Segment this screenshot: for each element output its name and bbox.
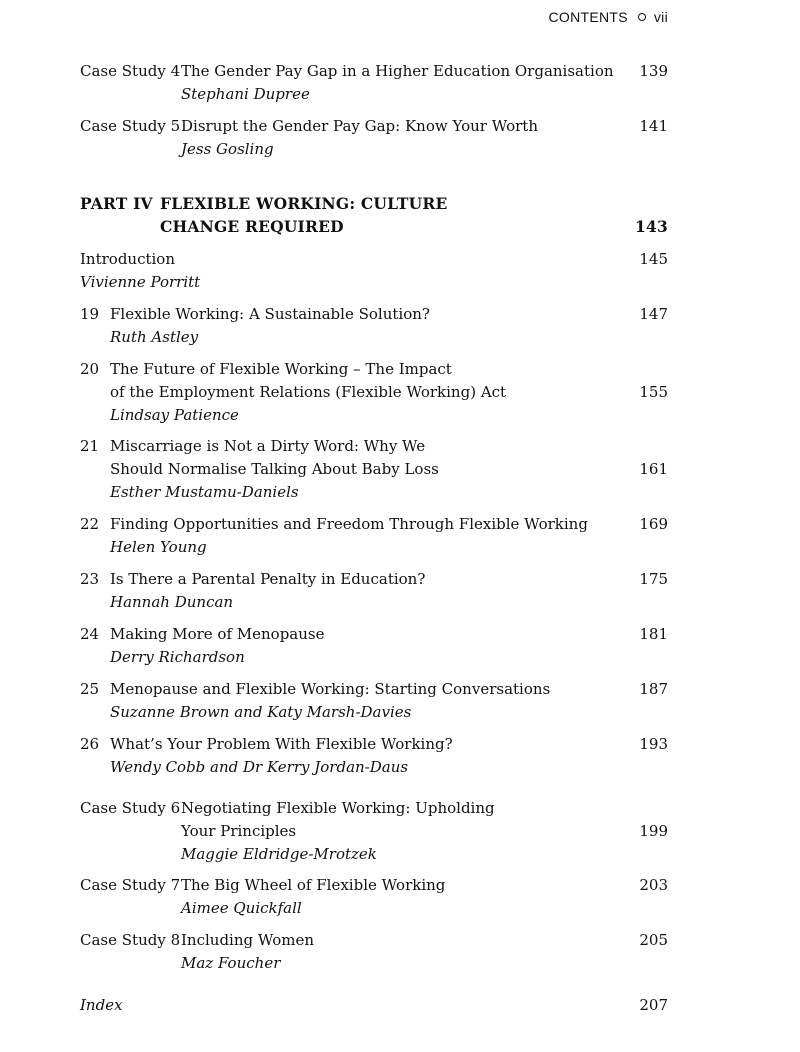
part-title-line1[interactable]: FLEXIBLE WORKING: CULTURE <box>160 194 448 213</box>
header-section: CONTENTS <box>548 9 628 25</box>
intro-author: Vivienne Porritt <box>80 273 201 291</box>
part-page[interactable]: 143 <box>635 217 668 236</box>
chapter-page[interactable]: 155 <box>639 383 668 401</box>
chapter-page[interactable]: 181 <box>639 625 668 643</box>
chapter-page[interactable]: 147 <box>639 305 668 323</box>
case-study-4-label: Case Study 4 <box>80 62 181 80</box>
case-study-4-author: Stephani Dupree <box>181 85 310 103</box>
case-study-4-title[interactable]: The Gender Pay Gap in a Higher Education Organisation <box>181 62 614 80</box>
chapter-title[interactable]: Finding Opportunities and Freedom Through Flexible Working <box>110 515 588 533</box>
case-study-8-page[interactable]: 205 <box>639 931 668 949</box>
chapter-page[interactable]: 187 <box>639 680 668 698</box>
chapter-title[interactable]: Flexible Working: A Sustainable Solution? <box>110 305 430 323</box>
case-study-8-title[interactable]: Including Women <box>181 931 315 949</box>
part-label: PART IV <box>80 194 153 213</box>
case-study-7-title[interactable]: The Big Wheel of Flexible Working <box>181 876 446 894</box>
case-study-5-author: Jess Gosling <box>181 140 274 158</box>
intro-title[interactable]: Introduction <box>80 250 175 268</box>
chapter-title-line2[interactable]: Should Normalise Talking About Baby Loss <box>110 460 439 478</box>
chapter-author: Wendy Cobb and Dr Kerry Jordan-Daus <box>110 758 409 776</box>
case-study-5-title[interactable]: Disrupt the Gender Pay Gap: Know Your Worth <box>181 117 538 135</box>
chapter-number: 19 <box>80 305 100 323</box>
chapter-title[interactable]: What’s Your Problem With Flexible Working? <box>110 735 453 753</box>
chapter-author: Derry Richardson <box>110 648 245 666</box>
chapter-title[interactable]: The Future of Flexible Working – The Impact <box>110 360 452 378</box>
chapter-page[interactable]: 193 <box>639 735 668 753</box>
case-study-8-author: Maz Foucher <box>181 954 281 972</box>
chapter-title[interactable]: Menopause and Flexible Working: Starting Conversations <box>110 680 551 698</box>
case-study-6-title-line2[interactable]: Your Principles <box>181 822 297 840</box>
part-title-line2[interactable]: CHANGE REQUIRED <box>160 217 344 236</box>
chapter-page[interactable]: 161 <box>639 460 668 478</box>
case-study-7-author: Aimee Quickfall <box>181 899 302 917</box>
chapter-number: 24 <box>80 625 100 643</box>
chapter-author: Ruth Astley <box>110 328 199 346</box>
chapter-number: 26 <box>80 735 100 753</box>
running-header <box>548 9 668 25</box>
chapter-number: 22 <box>80 515 100 533</box>
chapter-author: Helen Young <box>110 538 207 556</box>
chapter-title[interactable]: Miscarriage is Not a Dirty Word: Why We <box>110 437 426 455</box>
chapter-page[interactable]: 169 <box>639 515 668 533</box>
case-study-4-page[interactable]: 139 <box>639 62 668 80</box>
case-study-6-title[interactable]: Negotiating Flexible Working: Upholding <box>181 799 495 817</box>
chapter-title-line2[interactable]: of the Employment Relations (Flexible Working) Act <box>110 383 507 401</box>
index-page[interactable]: 207 <box>639 996 668 1014</box>
chapter-title[interactable]: Making More of Menopause <box>110 625 325 643</box>
chapter-number: 23 <box>80 570 100 588</box>
index-title[interactable]: Index <box>80 996 123 1014</box>
case-study-7-label: Case Study 7 <box>80 876 181 894</box>
chapter-author: Suzanne Brown and Katy Marsh-Davies <box>110 703 412 721</box>
case-study-6-author: Maggie Eldridge-Mrotzek <box>181 845 377 863</box>
header-page-number: vii <box>653 9 668 25</box>
chapter-number: 21 <box>80 437 100 455</box>
chapter-number: 20 <box>80 360 100 378</box>
chapter-author: Hannah Duncan <box>110 593 234 611</box>
intro-page[interactable]: 145 <box>639 250 668 268</box>
case-study-6-label: Case Study 6 <box>80 799 181 817</box>
case-study-5-page[interactable]: 141 <box>639 117 668 135</box>
chapter-author: Esther Mustamu-Daniels <box>110 483 299 501</box>
chapter-title[interactable]: Is There a Parental Penalty in Education? <box>110 570 426 588</box>
case-study-8-label: Case Study 8 <box>80 931 181 949</box>
case-study-5-label: Case Study 5 <box>80 117 181 135</box>
chapter-author: Lindsay Patience <box>110 406 239 424</box>
chapter-number: 25 <box>80 680 100 698</box>
case-study-6-page[interactable]: 199 <box>639 822 668 840</box>
chapter-page[interactable]: 175 <box>639 570 668 588</box>
case-study-7-page[interactable]: 203 <box>639 876 668 894</box>
circle-bullet-icon <box>638 13 646 21</box>
